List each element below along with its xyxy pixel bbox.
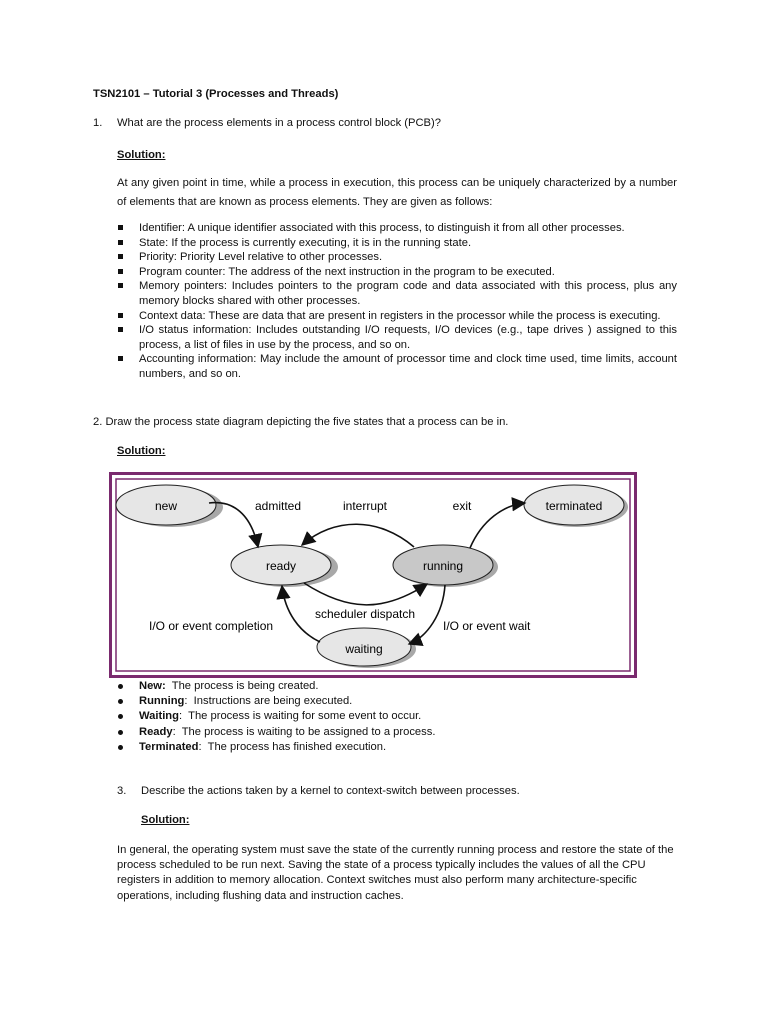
state-description: : The process has finished execution.: [198, 740, 387, 753]
document-title: TSN2101 – Tutorial 3 (Processes and Threads): [93, 88, 339, 100]
question-2-text: 2. Draw the process state diagram depicting the five states that a process can be in.: [93, 416, 509, 428]
terminated-state-label: terminated: [545, 499, 603, 513]
running-state-label: running: [422, 559, 464, 573]
state-description: : Instructions are being executed.: [184, 695, 353, 708]
waiting-state-label: waiting: [345, 642, 383, 656]
list-item: [117, 679, 517, 694]
solution-3-answer: In general, the operating system must save the state of the currently running process and restore the state of the process scheduled to be run next. Saving the state of a process typically includes the values of all the CPU registers in addition to memory allocation. Context switches must also perform many architecture-specific operations, including flushing data and instruction caches.: [117, 844, 674, 902]
state-term: New:: [139, 680, 166, 692]
question-3-text: Describe the actions taken by a kernel to context-switch between processes.: [141, 785, 520, 797]
list-item: Identifier: A unique identifier associated with this process, to distinguish it from all other processes.: [117, 221, 677, 236]
list-item: [117, 709, 517, 724]
state-term: Ready: [139, 725, 173, 738]
question-3-number: 3.: [117, 785, 127, 797]
list-item: Memory pointers: Includes pointers to the program code and data associated with this process, plus any memory blocks shared with other processes.: [117, 279, 677, 308]
process-states-list: [117, 679, 517, 755]
state-description: : The process is waiting to be assigned to a process.: [172, 725, 436, 738]
list-item: Program counter: The address of the next instruction in the program to be executed.: [117, 265, 677, 280]
solution-2-label: Solution:: [117, 445, 166, 457]
solution-1-intro: At any given point in time, while a process in execution, this process can be uniquely characterized by a number of elements that are known as process elements. They are given as follows:: [117, 177, 677, 208]
state-term: Running: [139, 695, 185, 708]
admitted-label: admitted: [254, 499, 302, 513]
scheduler-dispatch-label: scheduler dispatch: [314, 607, 416, 621]
question-1: [93, 116, 441, 130]
state-term: Terminated: [139, 740, 199, 753]
list-item: [117, 740, 517, 755]
state-term: Waiting: [139, 710, 179, 723]
ready-state-label: ready: [265, 559, 297, 573]
process-state-diagram: [109, 472, 637, 678]
pcb-elements-list: [117, 221, 677, 382]
list-item: State: If the process is currently executing, it is in the running state.: [117, 236, 677, 251]
state-description: : The process is waiting for some event to occur.: [178, 710, 422, 723]
exit-label: exit: [452, 499, 472, 513]
state-description: The process is being created.: [165, 680, 319, 692]
interrupt-label: interrupt: [342, 499, 388, 513]
io-wait-label: I/O or event wait: [443, 619, 531, 633]
list-item: Context data: These are data that are present in registers in the processor while the process is executing.: [117, 309, 677, 324]
io-completion-label: I/O or event completion: [149, 619, 274, 633]
list-item: Priority: Priority Level relative to other processes.: [117, 250, 677, 265]
question-1-text: What are the process elements in a process control block (PCB)?: [117, 117, 441, 129]
list-item: I/O status information: Includes outstanding I/O requests, I/O devices (e.g., tape drives ) assigned to this process, a list of files in use by the process, and so on.: [117, 323, 677, 352]
solution-1-label: Solution:: [117, 149, 166, 161]
question-3: [117, 784, 520, 798]
list-item: [117, 725, 517, 740]
question-1-number: 1.: [93, 117, 103, 129]
solution-3-label: Solution:: [141, 814, 190, 826]
list-item: Accounting information: May include the amount of processor time and clock time used, time limits, account numbers, and so on.: [117, 352, 677, 381]
new-state-label: new: [154, 499, 178, 513]
list-item: [117, 694, 517, 709]
